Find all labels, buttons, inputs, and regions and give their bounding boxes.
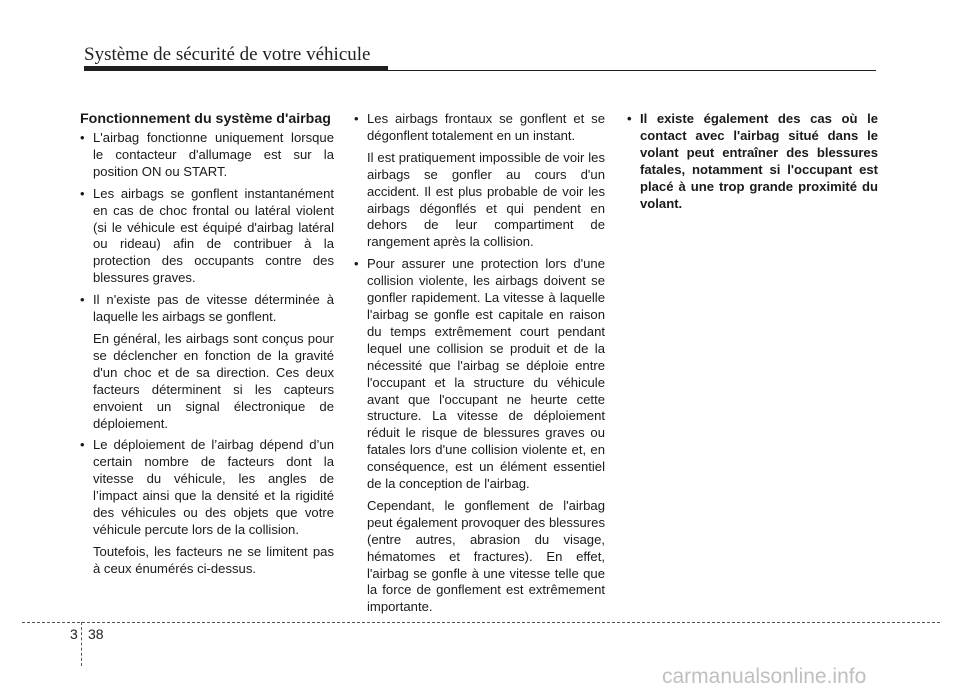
bullet-mark: • <box>354 111 359 126</box>
page-number: 38 <box>88 626 104 642</box>
section-heading: Fonctionnement du système d'airbag <box>80 111 331 127</box>
list-item <box>80 437 334 577</box>
list-item <box>627 111 878 212</box>
list-item-text: Il n'existe pas de vitesse déterminée à laquelle les airbags se gonflent. <box>93 292 334 325</box>
list-item <box>80 292 334 432</box>
text-column-3 <box>627 111 878 217</box>
bullet-mark: • <box>627 111 632 126</box>
watermark: carmanualsonline.info <box>662 665 867 688</box>
list-item <box>80 130 334 181</box>
list-item-text: Il existe également des cas où le contact avec l'airbag situé dans le volant peut entraîner des blessures fatales, notamment si l'occupant est placé à une trop grande proximité du volant. <box>640 111 878 211</box>
text-column-2 <box>354 111 605 621</box>
list-item-text: L'airbag fonctionne uniquement lorsque le contacteur d'allumage est sur la position ON ou START. <box>93 130 334 179</box>
bullet-list-1 <box>80 130 334 578</box>
list-item <box>80 186 334 287</box>
text-column-1 <box>80 108 334 583</box>
footer-dashed-divider <box>81 622 82 666</box>
list-item-subparagraph: Toutefois, les facteurs ne se limitent pas à ceux énumérés ci-dessus. <box>93 543 334 576</box>
bullet-mark: • <box>80 437 85 453</box>
bullet-mark: • <box>354 256 359 272</box>
list-item <box>354 111 605 251</box>
page-header-title: Système de sécurité de votre véhicule <box>84 44 371 65</box>
header-thin-rule <box>388 70 876 71</box>
list-item-subparagraph: Cependant, le gonflement de l'airbag peut également provoquer des blessures (entre autres, abrasion du visage, hématomes et fractures). En effet, l'airbag se gonfle à une vitesse telle que la force de gonflement est extrêmement importante. <box>367 497 605 615</box>
bullet-list-2 <box>354 111 605 616</box>
bullet-list-3 <box>627 111 878 212</box>
chapter-number: 3 <box>70 626 78 642</box>
list-item-text: Les airbags frontaux se gonflent et se dégonflent totalement en un instant. <box>367 111 605 143</box>
bullet-mark: • <box>80 130 85 145</box>
header-thick-rule <box>84 66 388 71</box>
list-item-subparagraph: Il est pratiquement impossible de voir les airbags se gonfler au cours d'un accident. Il est plus probable de voir les airbags dégonflés et qui pendent en dehors de leur compartiment de rangement après la collision. <box>367 149 605 250</box>
list-item-text: Les airbags se gonflent instantanément en cas de choc frontal ou latéral violent (si le véhicule est équipé d'airbag latéral ou rideau) afin de contribuer à la protection des occupants contre des blessures graves. <box>93 185 334 286</box>
footer-dashed-rule <box>22 622 940 623</box>
list-item-text: Le déploiement de l’airbag dépend d’un certain nombre de facteurs dont la vitesse du véhicule, les angles de l’impact ainsi que la densité et la rigidité des véhicules ou des objets que votre véhicule percute lors de la collision. <box>93 437 334 537</box>
list-item <box>354 256 605 616</box>
list-item-subparagraph: En général, les airbags sont conçus pour se déclencher en fonction de la gravité d'un choc et de sa direction. Ces deux facteurs déterminent si les capteurs envoient un signal électronique de déploiement. <box>93 330 334 431</box>
bullet-mark: • <box>80 185 85 201</box>
list-item-text: Pour assurer une protection lors d'une collision violente, les airbags doivent se gonfler rapidement. La vitesse à laquelle l'airbag se gonfle est capitale en raison du temps extrêmement court pendant lequel une collision se produit et de la nécessité que l'airbag se déploie entre l'occupant et la structure du véhicule avant que l'occupant ne heurte cette structure. La vitesse de déploiement réduit le risque de blessures graves ou fatales lors d'une collision violente et, en conséquence, est un élément essentiel de la conception de l'airbag. <box>367 256 605 492</box>
bullet-mark: • <box>80 292 85 308</box>
